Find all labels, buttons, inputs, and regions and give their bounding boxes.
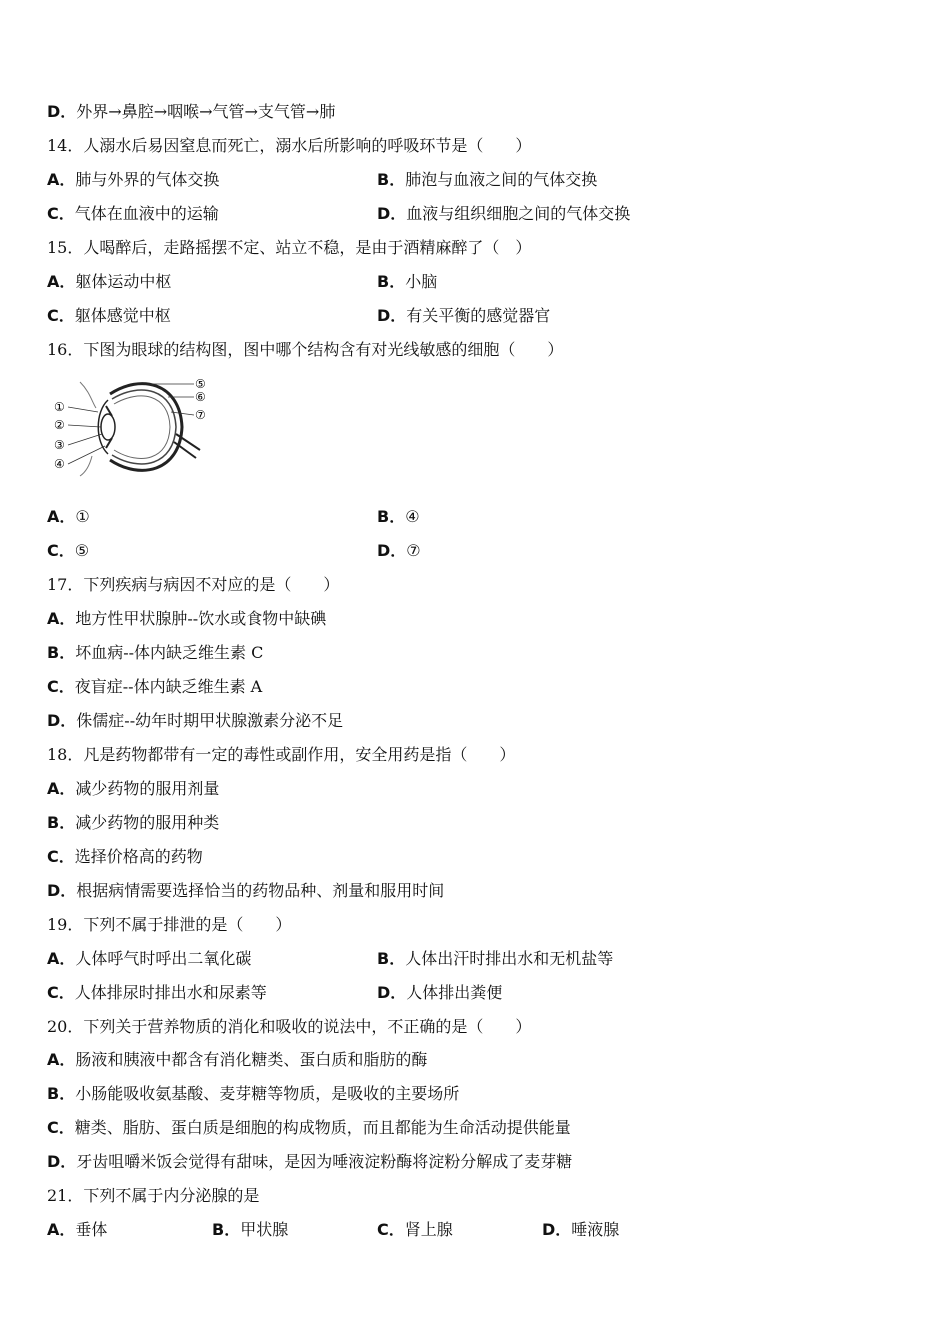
- q21-option-b: B．甲状腺: [212, 1220, 289, 1239]
- q20-option-d: D．牙齿咀嚼米饭会觉得有甜味，是因为唾液淀粉酶将淀粉分解成了麦芽糖: [47, 1152, 573, 1171]
- q18-option-b: B．减少药物的服用种类: [47, 813, 220, 832]
- q14-option-d: D．血液与组织细胞之间的气体交换: [377, 204, 631, 223]
- q15-option-a: A．躯体运动中枢: [47, 272, 172, 291]
- q15-option-c: C．躯体感觉中枢: [47, 306, 171, 325]
- figure-label-7: ⑦: [195, 408, 206, 422]
- q20-option-a: A．肠液和胰液中都含有消化糖类、蛋白质和脂肪的酶: [47, 1050, 428, 1069]
- figure-label-5: ⑤: [195, 377, 206, 391]
- q19-option-b: B．人体出汗时排出水和无机盐等: [377, 949, 614, 968]
- q20-stem: 20．下列关于营养物质的消化和吸收的说法中，不正确的是（ ）: [47, 1017, 532, 1036]
- q20-option-c: C．糖类、脂肪、蛋白质是细胞的构成物质，而且都能为生命活动提供能量: [47, 1118, 571, 1137]
- q17-option-d: D．侏儒症--幼年时期甲状腺激素分泌不足: [47, 711, 344, 730]
- eyeball-diagram: [50, 372, 220, 482]
- q16-option-b: B．④: [377, 507, 420, 526]
- q13-option-d: D．外界→鼻腔→咽喉→气管→支气管→肺: [47, 102, 336, 121]
- q19-option-a: A．人体呼气时呼出二氧化碳: [47, 949, 252, 968]
- q18-option-c: C．选择价格高的药物: [47, 847, 203, 866]
- q15-option-b: B．小脑: [377, 272, 438, 291]
- q17-option-b: B．坏血病--体内缺乏维生素 C: [47, 643, 264, 662]
- q17-option-a: A．地方性甲状腺肿--饮水或食物中缺碘: [47, 609, 327, 628]
- q20-option-b: B．小肠能吸收氨基酸、麦芽糖等物质，是吸收的主要场所: [47, 1084, 460, 1103]
- q19-option-c: C．人体排尿时排出水和尿素等: [47, 983, 267, 1002]
- q18-stem: 18．凡是药物都带有一定的毒性或副作用，安全用药是指（ ）: [47, 745, 516, 764]
- q18-option-d: D．根据病情需要选择恰当的药物品种、剂量和服用时间: [47, 881, 445, 900]
- q17-stem: 17．下列疾病与病因不对应的是（ ）: [47, 575, 340, 594]
- q14-option-c: C．气体在血液中的运输: [47, 204, 219, 223]
- q16-option-c: C．⑤: [47, 541, 90, 560]
- figure-label-1: ①: [54, 400, 65, 414]
- q19-option-d: D．人体排出粪便: [377, 983, 503, 1002]
- q21-option-c: C．肾上腺: [377, 1220, 453, 1239]
- q18-option-a: A．减少药物的服用剂量: [47, 779, 220, 798]
- q21-stem: 21．下列不属于内分泌腺的是: [47, 1186, 260, 1205]
- figure-label-3: ③: [54, 438, 65, 452]
- q16-stem: 16．下图为眼球的结构图，图中哪个结构含有对光线敏感的细胞（ ）: [47, 340, 564, 359]
- q21-option-a: A．垂体: [47, 1220, 108, 1239]
- figure-label-4: ④: [54, 457, 65, 471]
- q21-option-d: D．唾液腺: [542, 1220, 620, 1239]
- q17-option-c: C．夜盲症--体内缺乏维生素 A: [47, 677, 263, 696]
- q15-stem: 15．人喝醉后，走路摇摆不定、站立不稳，是由于酒精麻醉了（ ）: [47, 238, 532, 257]
- q16-option-d: D．⑦: [377, 541, 421, 560]
- q16-option-a: A．①: [47, 507, 90, 526]
- q19-stem: 19．下列不属于排泄的是（ ）: [47, 915, 292, 934]
- q14-option-a: A．肺与外界的气体交换: [47, 170, 220, 189]
- q15-option-d: D．有关平衡的感觉器官: [377, 306, 551, 325]
- q14-option-b: B．肺泡与血液之间的气体交换: [377, 170, 598, 189]
- figure-label-6: ⑥: [195, 390, 206, 404]
- figure-label-2: ②: [54, 418, 65, 432]
- q14-stem: 14．人溺水后易因窒息而死亡，溺水后所影响的呼吸环节是（ ）: [47, 136, 532, 155]
